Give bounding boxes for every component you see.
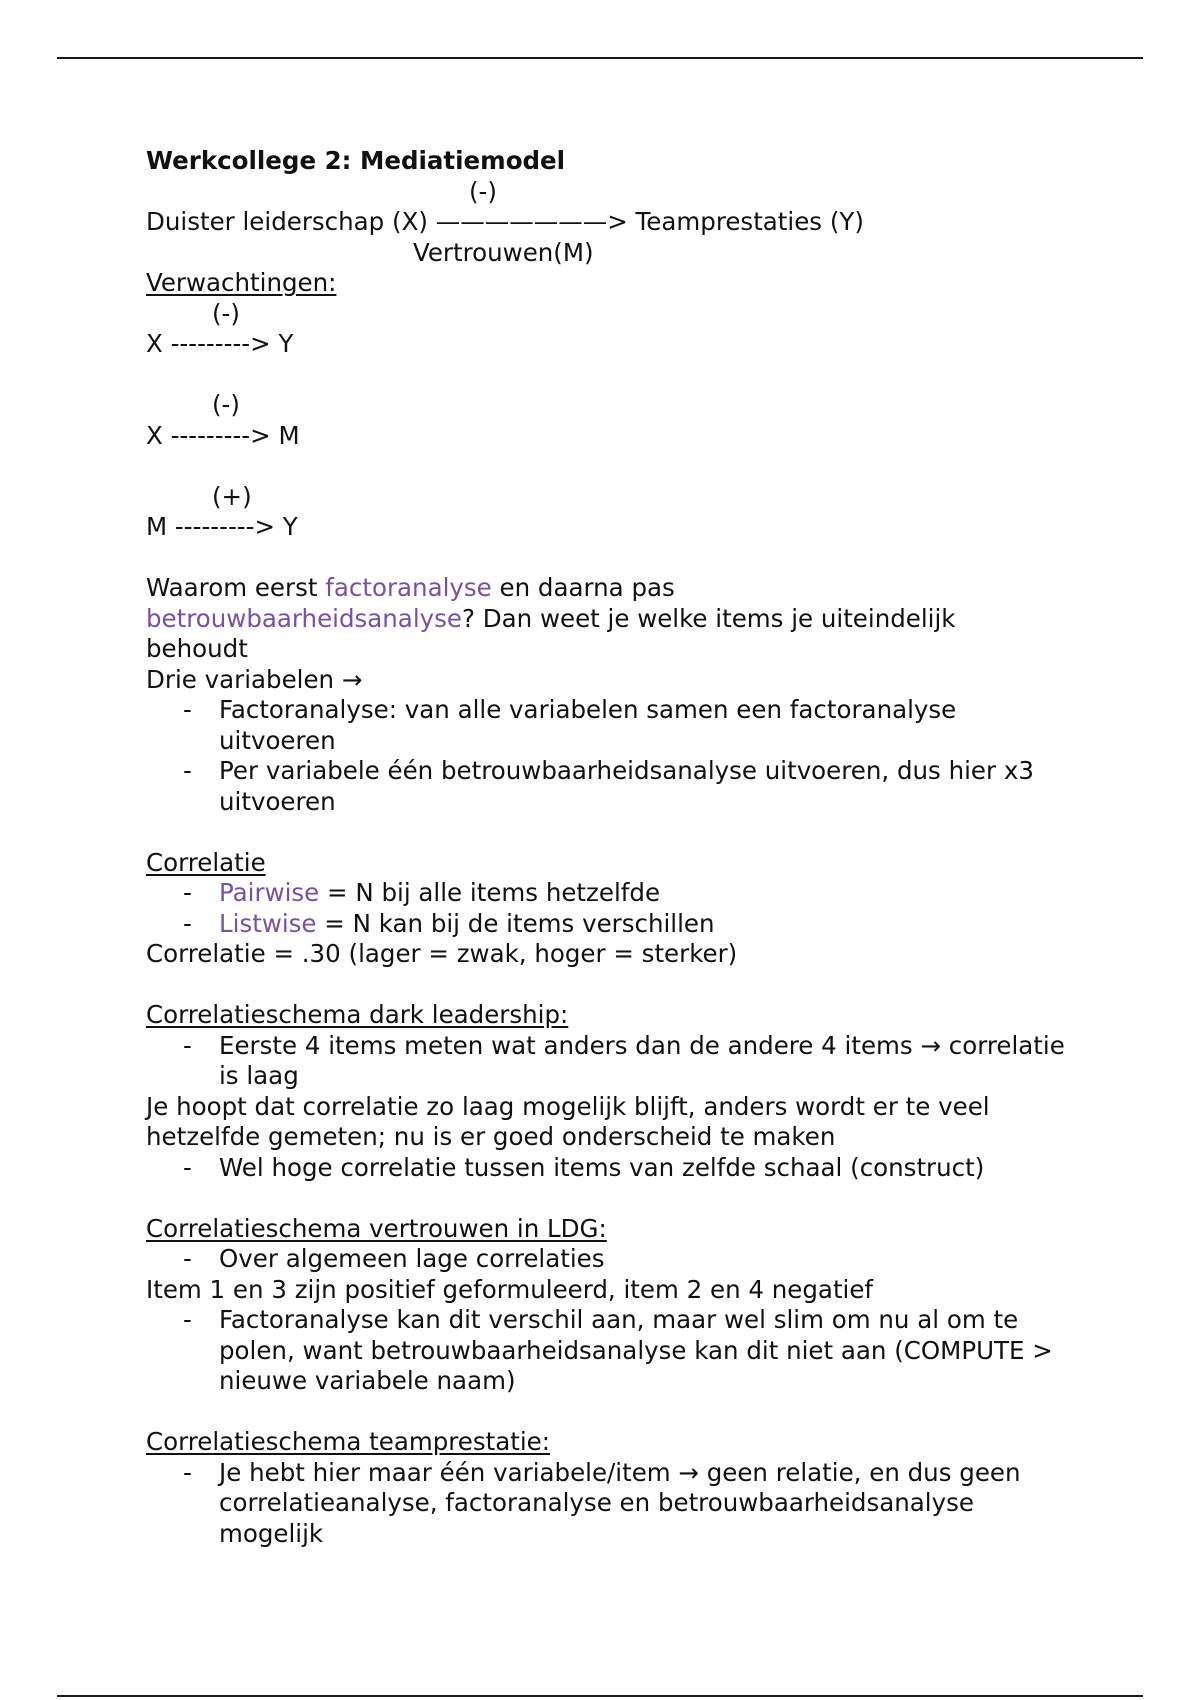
header-rule	[57, 57, 1143, 59]
listwise-link[interactable]: Listwise	[219, 908, 317, 938]
page-title: Werkcollege 2: Mediatiemodel	[146, 146, 566, 175]
list-item: - Pairwise = N bij alle items hetzelfde	[146, 878, 1076, 909]
dark-leadership-text: Je hoopt dat correlatie zo laag mogelijk blijft, anders wordt er te veel hetzelfde gemeten; nu is er goed onderscheid te maken	[146, 1091, 990, 1151]
pairwise-link[interactable]: Pairwise	[219, 878, 320, 907]
why-line-2: betrouwbaarheidsanalyse? Dan weet je welke items je uiteindelijk	[146, 603, 956, 633]
list-item: - Listwise = N kan bij de items verschillen	[146, 909, 1076, 940]
expectation-sign: (-)	[212, 390, 240, 419]
trust-text: Item 1 en 3 zijn positief geformuleerd, item 2 en 4 negatief	[146, 1274, 874, 1304]
model-sign: (-)	[469, 176, 497, 206]
correlation-note: Correlatie = .30 (lager = zwak, hoger = sterker)	[146, 939, 738, 968]
list-item: - Eerste 4 items meten wat anders dan de andere 4 items → correlatie is laag	[146, 1031, 1076, 1092]
expectation-relation: X ---------> M	[146, 420, 300, 450]
list-item: - Factoranalyse kan dit verschil aan, maar wel slim om nu al om te polen, want betrouwbaarheidsanalyse kan dit niet aan (COMPUTE > nieuwe variabele naam)	[146, 1305, 1076, 1397]
betrouwbaarheidsanalyse-link[interactable]: betrouwbaarheidsanalyse	[146, 603, 462, 633]
trust-list	[146, 1244, 1076, 1275]
three-variables-list	[146, 695, 1076, 817]
expectation-relation: X ---------> Y	[146, 329, 294, 358]
dark-leadership-list-2	[146, 1153, 1076, 1184]
trust-heading: Correlatieschema vertrouwen in LDG:	[146, 1213, 607, 1243]
factoranalyse-link[interactable]: factoranalyse	[325, 573, 492, 602]
why-line-1: Waarom eerst factoranalyse en daarna pas	[146, 573, 675, 602]
model-line: Duister leiderschap (X) ———————> Teamprestaties (Y)	[146, 207, 864, 236]
document-body	[146, 146, 1076, 1549]
dark-leadership-list	[146, 1031, 1076, 1092]
expectation-sign: (+)	[212, 481, 252, 511]
team-heading: Correlatieschema teamprestatie:	[146, 1427, 550, 1456]
list-item: - Factoranalyse: van alle variabelen samen een factoranalyse uitvoeren	[146, 695, 1076, 756]
list-item: - Wel hoge correlatie tussen items van zelfde schaal (construct)	[146, 1153, 1076, 1184]
expectations-heading: Verwachtingen:	[146, 268, 337, 297]
team-list	[146, 1458, 1076, 1550]
correlation-list	[146, 878, 1076, 939]
list-item: - Over algemeen lage correlaties	[146, 1244, 1076, 1275]
expectation-relation: M ---------> Y	[146, 512, 298, 541]
dark-leadership-heading: Correlatieschema dark leadership:	[146, 1000, 569, 1029]
trust-list-2	[146, 1305, 1076, 1397]
model-mediator: Vertrouwen(M)	[413, 237, 594, 267]
three-variables-heading: Drie variabelen →	[146, 664, 363, 694]
footer-rule	[57, 1695, 1143, 1697]
expectation-sign: (-)	[212, 298, 240, 328]
list-item: - Per variabele één betrouwbaarheidsanalyse uitvoeren, dus hier x3 uitvoeren	[146, 756, 1076, 817]
list-item: - Je hebt hier maar één variabele/item → geen relatie, en dus geen correlatieanalyse, factoranalyse en betrouwbaarheidsanalyse mogelijk	[146, 1458, 1076, 1550]
correlation-heading: Correlatie	[146, 847, 266, 877]
why-line-3: behoudt	[146, 634, 248, 663]
